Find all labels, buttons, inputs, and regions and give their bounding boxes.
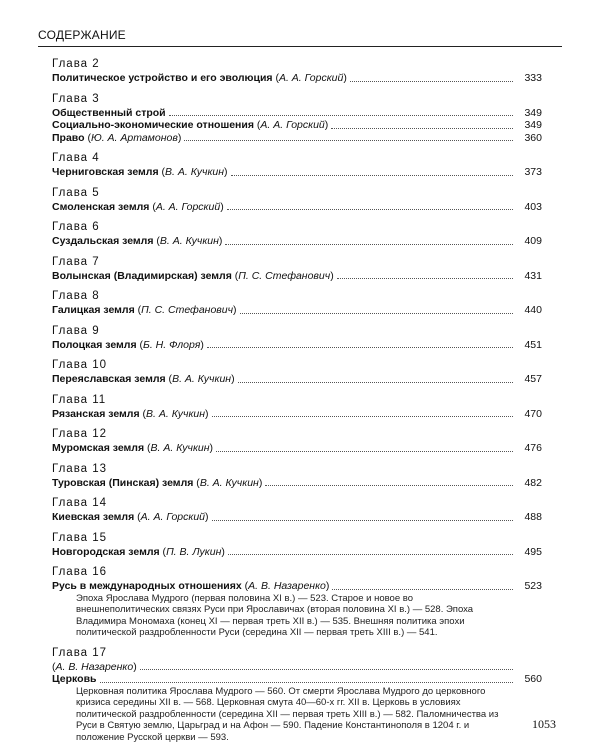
toc-entry[interactable] bbox=[52, 107, 542, 120]
chapter-label: Глава 4 bbox=[52, 152, 100, 164]
entry-title-text: Переяславская земля bbox=[52, 373, 166, 385]
toc-page-number: 523 bbox=[524, 580, 542, 592]
dot-leader bbox=[184, 140, 513, 141]
chapter-label: Глава 15 bbox=[52, 531, 108, 544]
chapter-label: Глава 7 bbox=[52, 255, 100, 268]
toc-entry[interactable] bbox=[52, 201, 542, 214]
toc-page-number: 560 bbox=[524, 673, 542, 685]
chapter-block bbox=[52, 220, 542, 248]
chapter-block bbox=[52, 324, 542, 352]
dot-leader bbox=[140, 669, 513, 670]
dot-leader bbox=[227, 209, 513, 210]
toc-entry-title bbox=[52, 107, 166, 120]
header-rule bbox=[38, 46, 562, 47]
dot-leader bbox=[240, 313, 513, 314]
chapter-block bbox=[52, 646, 542, 744]
entry-title-text: Киевская земля bbox=[52, 511, 135, 523]
toc-entry-title bbox=[52, 673, 97, 686]
toc-page-number: 470 bbox=[524, 407, 542, 420]
chapter-label: Глава 12 bbox=[52, 428, 108, 440]
toc-page-number: 440 bbox=[524, 304, 542, 316]
toc-entry[interactable] bbox=[52, 235, 542, 248]
entry-author: А. В. Назаренко bbox=[55, 660, 134, 673]
entry-title-text: Церковь bbox=[52, 673, 97, 685]
dot-leader bbox=[212, 416, 513, 417]
entry-author: В. А. Кучкин bbox=[159, 235, 219, 247]
toc-entry[interactable] bbox=[52, 546, 542, 559]
toc-entry[interactable] bbox=[52, 72, 542, 85]
entry-author: П. С. Стефанович bbox=[238, 269, 331, 282]
entry-title-text: Черниговская земля bbox=[52, 166, 159, 178]
entry-title-text: Общественный строй bbox=[52, 106, 166, 119]
dot-leader bbox=[100, 682, 514, 683]
dot-leader bbox=[337, 278, 513, 279]
dot-leader bbox=[225, 244, 513, 245]
chapter-label: Глава 6 bbox=[52, 221, 100, 233]
chapter-block bbox=[52, 427, 542, 455]
toc-entry[interactable] bbox=[52, 661, 542, 674]
chapter-block bbox=[52, 289, 542, 317]
dot-leader bbox=[169, 115, 513, 116]
toc-page-number: 476 bbox=[524, 442, 542, 454]
entry-author: П. С. Стефанович bbox=[141, 304, 234, 316]
chapter-label: Глава 14 bbox=[52, 497, 108, 509]
entry-author: А. А. Горский bbox=[155, 200, 221, 213]
entry-title-text: Социально-экономические отношения bbox=[52, 119, 254, 131]
chapter-block bbox=[52, 151, 542, 179]
toc-entry[interactable] bbox=[52, 132, 542, 145]
entry-title-text: Право bbox=[52, 131, 85, 144]
entry-author: В. А. Кучкин bbox=[172, 373, 232, 385]
toc-entry-title: Муромская земля (В. А. Кучкин) bbox=[52, 442, 214, 454]
entry-author: В. А. Кучкин bbox=[150, 442, 210, 454]
chapter-block bbox=[52, 565, 542, 639]
chapter-label: Глава 2 bbox=[52, 58, 100, 70]
toc-entry-title: Волынская (Владимирская) земля (П. С. Стефанович) bbox=[52, 269, 334, 282]
entry-author: Ю. А. Артамонов bbox=[90, 131, 178, 144]
chapter-label: Глава 17 bbox=[52, 646, 108, 659]
entry-author: А. А. Горский bbox=[278, 72, 344, 84]
chapter-subsections: Церковная политика Ярослава Мудрого — 560. От смерти Ярослава Мудрого до церковного кризиса середины XII в. — 568. Церковная смута 40—60-х гг. XII в. Церковь в условиях политической раздробленности (середина XII — первая треть XIII в.) — 582. Паломничества из Руси в Святую землю, Царьград и на Афон — 590. Падение Константинополя в 1204 г. и положение Русской церкви — 593. bbox=[76, 685, 499, 743]
toc-entry-title: Полоцкая земля (Б. Н. Флоря) bbox=[52, 338, 204, 351]
toc-entry-title: Смоленская земля (А. А. Горский) bbox=[52, 200, 224, 213]
dot-leader bbox=[238, 382, 513, 383]
entry-title-text: Рязанская земля bbox=[52, 407, 140, 420]
entry-author: А. А. Горский bbox=[140, 511, 206, 523]
toc-entry[interactable] bbox=[52, 442, 542, 455]
chapter-block bbox=[52, 462, 542, 490]
toc-entry-title: Право (Ю. А. Артамонов) bbox=[52, 131, 182, 144]
toc-page-number: 431 bbox=[524, 269, 542, 282]
toc-entry-title: Рязанская земля (В. А. Кучкин) bbox=[52, 407, 209, 420]
chapter-block bbox=[52, 186, 542, 214]
chapter-label: Глава 9 bbox=[52, 324, 100, 337]
entry-title-text: Полоцкая земля bbox=[52, 338, 137, 351]
entry-title-text: Туровская (Пинская) земля bbox=[52, 476, 194, 489]
entry-author: В. А. Кучкин bbox=[146, 407, 206, 420]
toc-entry[interactable] bbox=[52, 166, 542, 179]
entry-title-text: Суздальская земля bbox=[52, 235, 154, 247]
toc-entry-title: Туровская (Пинская) земля (В. А. Кучкин) bbox=[52, 476, 263, 489]
toc-entry[interactable] bbox=[52, 270, 542, 283]
toc-entry[interactable] bbox=[52, 673, 542, 686]
toc-entry[interactable] bbox=[52, 119, 542, 132]
dot-leader bbox=[228, 554, 513, 555]
entry-title-text: Галицкая земля bbox=[52, 304, 135, 316]
entry-author: В. А. Кучкин bbox=[199, 476, 259, 489]
toc-page-number: 495 bbox=[524, 545, 542, 558]
toc-page-number: 409 bbox=[524, 235, 542, 247]
dot-leader bbox=[350, 81, 513, 82]
page-header-title: СОДЕРЖАНИЕ bbox=[38, 28, 126, 42]
chapter-block bbox=[52, 496, 542, 524]
chapter-block bbox=[52, 255, 542, 283]
toc-entry-title: Социально-экономические отношения (А. А. Горский) bbox=[52, 119, 329, 131]
page-number: 1053 bbox=[532, 717, 556, 731]
toc-page-number: 349 bbox=[524, 106, 542, 119]
toc-entry-title: Русь в международных отношениях (А. В. Назаренко) bbox=[52, 580, 330, 592]
dot-leader bbox=[231, 175, 513, 176]
toc-entry[interactable] bbox=[52, 408, 542, 421]
chapter-label: Глава 11 bbox=[52, 393, 107, 406]
entry-title-text: Смоленская земля bbox=[52, 200, 150, 213]
chapter-label: Глава 3 bbox=[52, 92, 100, 105]
toc-entry[interactable] bbox=[52, 511, 542, 524]
toc-entry-title: (А. В. Назаренко) bbox=[52, 660, 137, 673]
dot-leader bbox=[265, 485, 513, 486]
toc-page-number: 360 bbox=[524, 131, 542, 144]
toc-entry[interactable] bbox=[52, 304, 542, 317]
toc-page-number: 482 bbox=[524, 476, 542, 489]
toc-entry-title: Суздальская земля (В. А. Кучкин) bbox=[52, 235, 223, 247]
chapter-block bbox=[52, 358, 542, 386]
entry-title-text: Политическое устройство и его эволюция bbox=[52, 72, 273, 84]
entry-title-text: Волынская (Владимирская) земля bbox=[52, 269, 232, 282]
toc-page-number: 451 bbox=[524, 338, 542, 351]
chapter-label: Глава 13 bbox=[52, 462, 108, 475]
chapter-label: Глава 5 bbox=[52, 186, 100, 199]
toc-entry-title: Галицкая земля (П. С. Стефанович) bbox=[52, 304, 237, 316]
chapter-label: Глава 16 bbox=[52, 566, 108, 578]
toc-page-number: 373 bbox=[524, 166, 542, 178]
chapter-block bbox=[52, 531, 542, 559]
toc-entry-title: Новгородская земля (П. В. Лукин) bbox=[52, 545, 225, 558]
toc-page-number: 403 bbox=[524, 200, 542, 213]
toc-page-number: 333 bbox=[524, 72, 542, 84]
entry-title-text: Муромская земля bbox=[52, 442, 145, 454]
entry-title-text: Русь в международных отношениях bbox=[52, 580, 242, 592]
toc-entry-title: Переяславская земля (В. А. Кучкин) bbox=[52, 373, 235, 385]
dot-leader bbox=[212, 520, 513, 521]
toc-page-number: 488 bbox=[524, 511, 542, 523]
chapter-block bbox=[52, 393, 542, 421]
entry-title-text: Новгородская земля bbox=[52, 545, 160, 558]
chapter-label: Глава 10 bbox=[52, 359, 108, 371]
toc-entry[interactable] bbox=[52, 477, 542, 490]
dot-leader bbox=[216, 451, 513, 452]
toc-entry[interactable] bbox=[52, 580, 542, 593]
table-of-contents bbox=[52, 57, 542, 750]
chapter-block bbox=[52, 92, 542, 145]
toc-entry[interactable] bbox=[52, 373, 542, 386]
toc-entry[interactable] bbox=[52, 339, 542, 352]
toc-page-number: 457 bbox=[524, 373, 542, 385]
entry-author: А. В. Назаренко bbox=[248, 580, 326, 592]
entry-author: В. А. Кучкин bbox=[165, 166, 225, 178]
toc-entry-title: Киевская земля (А. А. Горский) bbox=[52, 511, 209, 523]
chapter-label: Глава 8 bbox=[52, 290, 100, 302]
entry-author: Б. Н. Флоря bbox=[143, 338, 201, 351]
dot-leader bbox=[332, 589, 513, 590]
chapter-subsections: Эпоха Ярослава Мудрого (первая половина XI в.) — 523. Старое и новое во внешнеполитических связях Руси при Ярославичах (вторая половина XI в.) — 528. Эпоха Владимира Мономаха (конец XI — первая треть XII в.) — 535. Внешняя политика эпохи политической раздробленности Руси (середина XII — первая треть XIII в.) — 541. bbox=[76, 592, 474, 638]
dot-leader bbox=[331, 128, 513, 129]
toc-entry-title: Политическое устройство и его эволюция (А. А. Горский) bbox=[52, 72, 347, 84]
dot-leader bbox=[207, 347, 513, 348]
entry-author: А. А. Горский bbox=[260, 119, 325, 131]
chapter-block bbox=[52, 57, 542, 85]
entry-author: П. В. Лукин bbox=[166, 545, 222, 558]
toc-entry-title: Черниговская земля (В. А. Кучкин) bbox=[52, 166, 228, 178]
toc-page-number: 349 bbox=[524, 119, 542, 131]
